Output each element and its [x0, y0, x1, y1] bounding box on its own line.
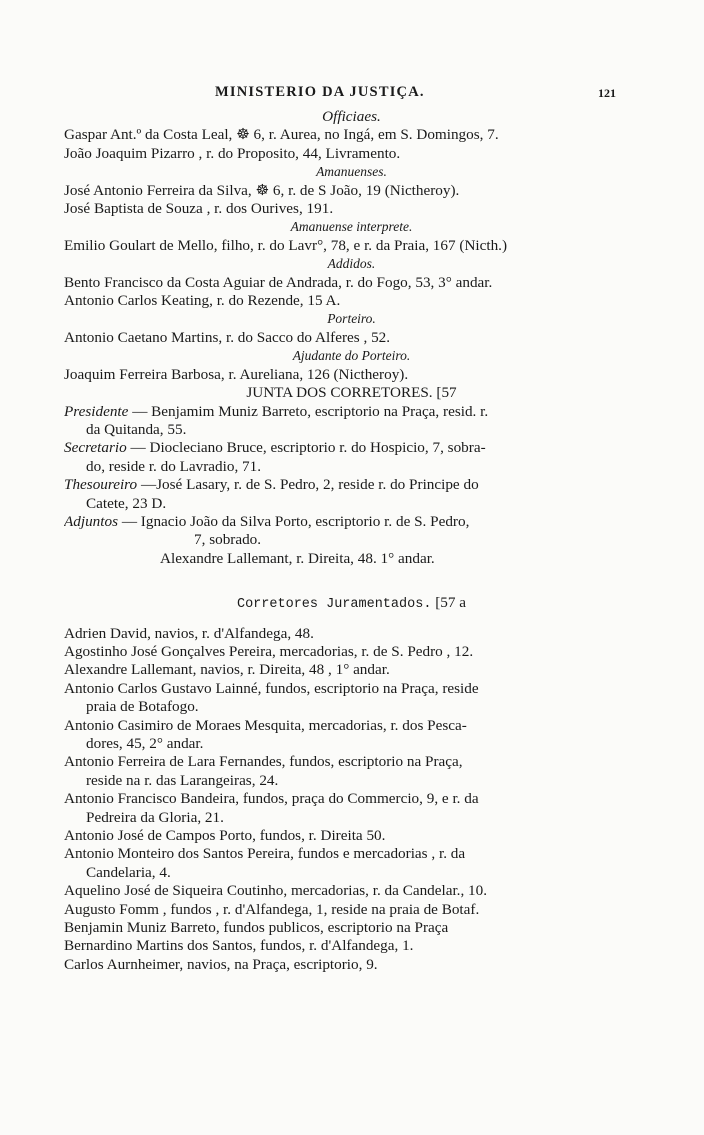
- spacer: [64, 568, 639, 594]
- spacer: [64, 615, 639, 625]
- role-label-secretario: Secretario: [64, 439, 127, 457]
- junta-adjuntos-cont: 7, sobrado.: [194, 531, 262, 549]
- list-item: Antonio José de Campos Porto, fundos, r. Direita 50.: [64, 827, 386, 845]
- junta-secretario-cont: do, reside r. do Lavradio, 71.: [86, 457, 262, 475]
- section-heading-addidos: Addidos.: [327, 256, 376, 272]
- list-item: Carlos Aurnheimer, navios, na Praça, escriptorio, 9.: [64, 955, 378, 973]
- list-item: Antonio Francisco Bandeira, fundos, praça do Commercio, 9, e r. da: [64, 790, 479, 808]
- section-heading-amanuenses: Amanuenses.: [316, 164, 387, 180]
- list-item-cont: dores, 45, 2° andar.: [86, 735, 204, 752]
- section-heading-interprete: Amanuense interprete.: [290, 219, 413, 235]
- list-item: João Joaquim Pizarro , r. do Proposito, 44, Livramento.: [64, 144, 401, 162]
- junta-secretario: [64, 439, 639, 457]
- role-text-adjuntos: — Ignacio João da Silva Porto, escriptorio r. de S. Pedro,: [121, 512, 470, 530]
- list-item-cont: reside na r. das Larangeiras, 24.: [86, 771, 279, 789]
- page-content: [64, 108, 639, 974]
- role-label-adjuntos: Adjuntos: [64, 512, 119, 530]
- running-title: MINISTERIO DA JUSTIÇA.: [215, 84, 425, 100]
- role-label-presidente: Presidente: [64, 402, 129, 420]
- role-text-thesoureiro: —José Lasary, r. de S. Pedro, 2, reside r. do Principe do: [140, 476, 479, 494]
- list-item-cont: Pedreira da Gloria, 21.: [86, 808, 224, 826]
- junta-presidente: [64, 403, 639, 421]
- list-item: Agostinho José Gonçalves Pereira, mercadorias, r. de S. Pedro , 12.: [64, 642, 474, 660]
- list-item: Alexandre Lallemant, navios, r. Direita, 48 , 1° andar.: [64, 661, 390, 679]
- list-item: José Antonio Ferreira da Silva, ☸ 6, r. de S João, 19 (Nictheroy).: [64, 181, 460, 199]
- list-item: Adrien David, navios, r. d'Alfandega, 48.: [64, 624, 314, 642]
- list-item: Gaspar Ant.º da Costa Leal, ☸ 6, r. Aurea, no Ingá, em S. Domingos, 7.: [64, 126, 499, 144]
- list-item: Antonio Monteiro dos Santos Pereira, fundos e mercadorias , r. da: [64, 845, 466, 863]
- list-item: Antonio Caetano Martins, r. do Sacco do Alferes , 52.: [64, 328, 391, 346]
- page-number: 121: [598, 86, 616, 100]
- section-heading-officiaes: Officiaes.: [322, 108, 381, 125]
- list-item-cont: praia de Botafogo.: [86, 698, 199, 716]
- corretores-heading: Corretores Juramentados.: [236, 597, 432, 613]
- list-item: Aquelino José de Siqueira Coutinho, mercadorias, r. da Candelar., 10.: [64, 882, 488, 900]
- junta-adjuntos: [64, 513, 639, 531]
- role-text-presidente: — Benjamim Muniz Barreto, escriptorio na Praça, resid. r.: [132, 402, 489, 420]
- corretores-list: [64, 625, 639, 975]
- junta-heading-ref: [57: [436, 384, 457, 402]
- list-item: Antonio Carlos Keating, r. do Rezende, 15 A.: [64, 292, 341, 310]
- section-heading-ajudante: Ajudante do Porteiro.: [292, 348, 411, 364]
- list-item: Bento Francisco da Costa Aguiar de Andrada, r. do Fogo, 53, 3° andar.: [64, 273, 493, 291]
- junta-heading-row: [64, 384, 639, 402]
- list-item: Emilio Goulart de Mello, filho, r. do Lavr°, 78, e r. da Praia, 167 (Nicth.): [64, 236, 508, 254]
- junta-thesoureiro-cont: Catete, 23 D.: [86, 494, 167, 512]
- list-item: Benjamin Muniz Barreto, fundos publicos, escriptorio na Praça: [64, 919, 449, 937]
- list-item: Augusto Fomm , fundos , r. d'Alfandega, 1, reside na praia de Botaf.: [64, 900, 480, 918]
- role-text-secretario: — Diocleciano Bruce, escriptorio r. do Hospicio, 7, sobra-: [130, 439, 486, 457]
- corretores-heading-row: [64, 594, 639, 614]
- list-item: Antonio Casimiro de Moraes Mesquita, mercadorias, r. dos Pesca-: [64, 716, 467, 734]
- section-heading-porteiro: Porteiro.: [327, 311, 376, 327]
- list-item: Antonio Ferreira de Lara Fernandes, fundos, escriptorio na Praça,: [64, 753, 463, 771]
- role-label-thesoureiro: Thesoureiro: [64, 476, 138, 494]
- list-item: Bernardino Martins dos Santos, fundos, r. d'Alfandega, 1.: [64, 937, 414, 955]
- list-item: Joaquim Ferreira Barbosa, r. Aureliana, 126 (Nictheroy).: [64, 365, 409, 383]
- list-item: Antonio Carlos Gustavo Lainné, fundos, escriptorio na Praça, reside: [64, 679, 479, 697]
- junta-presidente-cont: da Quitanda, 55.: [86, 420, 187, 438]
- junta-thesoureiro: [64, 476, 639, 494]
- junta-adjuntos-second: Alexandre Lallemant, r. Direita, 48. 1° andar.: [160, 549, 435, 567]
- corretores-heading-ref: [57 a: [435, 594, 467, 612]
- list-item-cont: Candelaria, 4.: [86, 863, 171, 881]
- page-header: [0, 84, 704, 106]
- junta-heading: JUNTA DOS CORRETORES.: [246, 384, 433, 402]
- list-item: José Baptista de Souza , r. dos Ourives, 191.: [64, 200, 334, 218]
